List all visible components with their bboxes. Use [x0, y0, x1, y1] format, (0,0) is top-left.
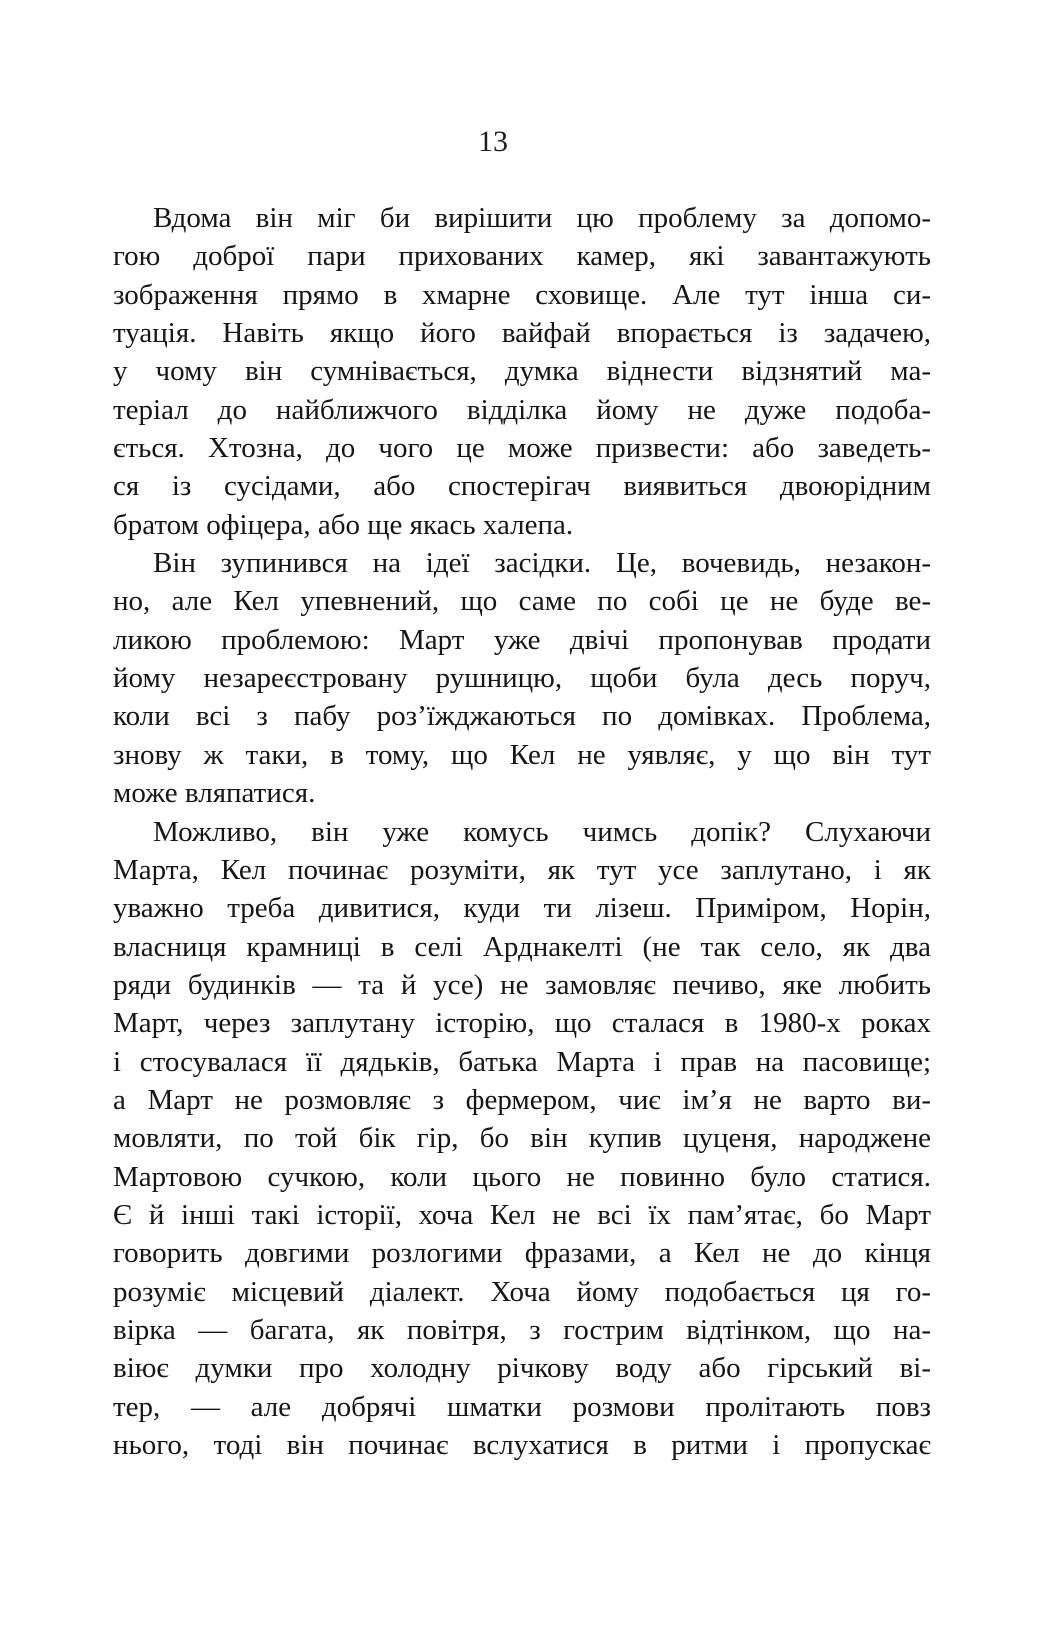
text-line: а Март не розмовляє з фермером, чиє ім’я не варто ви-	[113, 1083, 931, 1116]
text-line: уважно треба дивитися, куди ти лізеш. Приміром, Норін,	[113, 892, 931, 925]
text-line: нього, тоді він починає вслухатися в ритми і пропускає	[113, 1429, 931, 1461]
text-line: Є й інші такі історії, хоча Кел не всі їх пам’ятає, бо Март	[113, 1198, 931, 1231]
text-line: може вляпатися.	[113, 777, 316, 810]
text-line: зображення прямо в хмарне сховище. Але тут інша си-	[113, 278, 931, 311]
text-line: ликою проблемою: Март уже двічі пропонував продати	[113, 623, 931, 656]
text-line: ється. Хтозна, до чого це може призвести: або заведеть-	[113, 432, 931, 465]
paragraph	[113, 544, 931, 812]
paragraph	[113, 813, 931, 1465]
text-line: ся із сусідами, або спостерігач виявиться двоюрідним	[113, 470, 931, 503]
text-line: знову ж таки, в тому, що Кел не уявляє, у що він тут	[113, 738, 931, 771]
text-line: братом офіцера, або ще якась халепа.	[113, 508, 574, 541]
text-line: віює думки про холодну річкову воду або гірський ві-	[113, 1352, 931, 1385]
text-line: йому незареєстровану рушницю, щоби була десь поруч,	[113, 662, 931, 695]
paragraph	[113, 199, 931, 544]
text-line: Мартовою сучкою, коли цього не повинно було статися.	[113, 1160, 931, 1193]
text-line: вірка — багата, як повітря, з гострим відтінком, що на-	[113, 1313, 931, 1346]
text-line: Март, через заплутану історію, що сталася в 1980-х роках	[113, 1007, 931, 1040]
page-number: 13	[478, 125, 508, 158]
text-line: Вдома він міг би вирішити цю проблему за допомо-	[153, 202, 931, 234]
text-line: розуміє місцевий діалект. Хоча йому подобається ця го-	[113, 1275, 931, 1308]
text-line: коли всі з пабу роз’їжджаються по домівках. Проблема,	[113, 700, 931, 733]
text-line: ряди будинків — та й усе) не замовляє печиво, яке любить	[113, 968, 931, 1001]
text-line: і стосувалася її дядьків, батька Марта і прав на пасовище;	[113, 1045, 931, 1078]
text-line: у чому він сумнівається, думка віднести відзнятий ма-	[113, 355, 931, 388]
text-line: говорить довгими розлогими фразами, а Кел не до кінця	[113, 1237, 931, 1270]
text-line: теріал до найближчого відділка йому не дуже подоба-	[113, 393, 931, 426]
text-line: власниця крамниці в селі Арднакелті (не так село, як два	[113, 930, 931, 963]
text-line: но, але Кел упевнений, що саме по собі це не буде ве-	[113, 585, 931, 618]
text-line: туація. Навіть якщо його вайфай впорається із задачею,	[113, 317, 931, 350]
text-line: Він зупинився на ідеї засідки. Це, вочевидь, незакон-	[153, 547, 931, 580]
text-line: Марта, Кел починає розуміти, як тут усе заплутано, і як	[113, 853, 931, 886]
text-line: тер, — але добрячі шматки розмови пролітають повз	[113, 1390, 931, 1423]
text-block	[113, 199, 931, 1464]
text-line: гою доброї пари прихованих камер, які завантажують	[113, 240, 931, 273]
text-line: Можливо, він уже комусь чимсь допік? Слухаючи	[153, 815, 931, 848]
text-line: мовляти, по той бік гір, бо він купив цуценя, народжене	[113, 1122, 931, 1155]
